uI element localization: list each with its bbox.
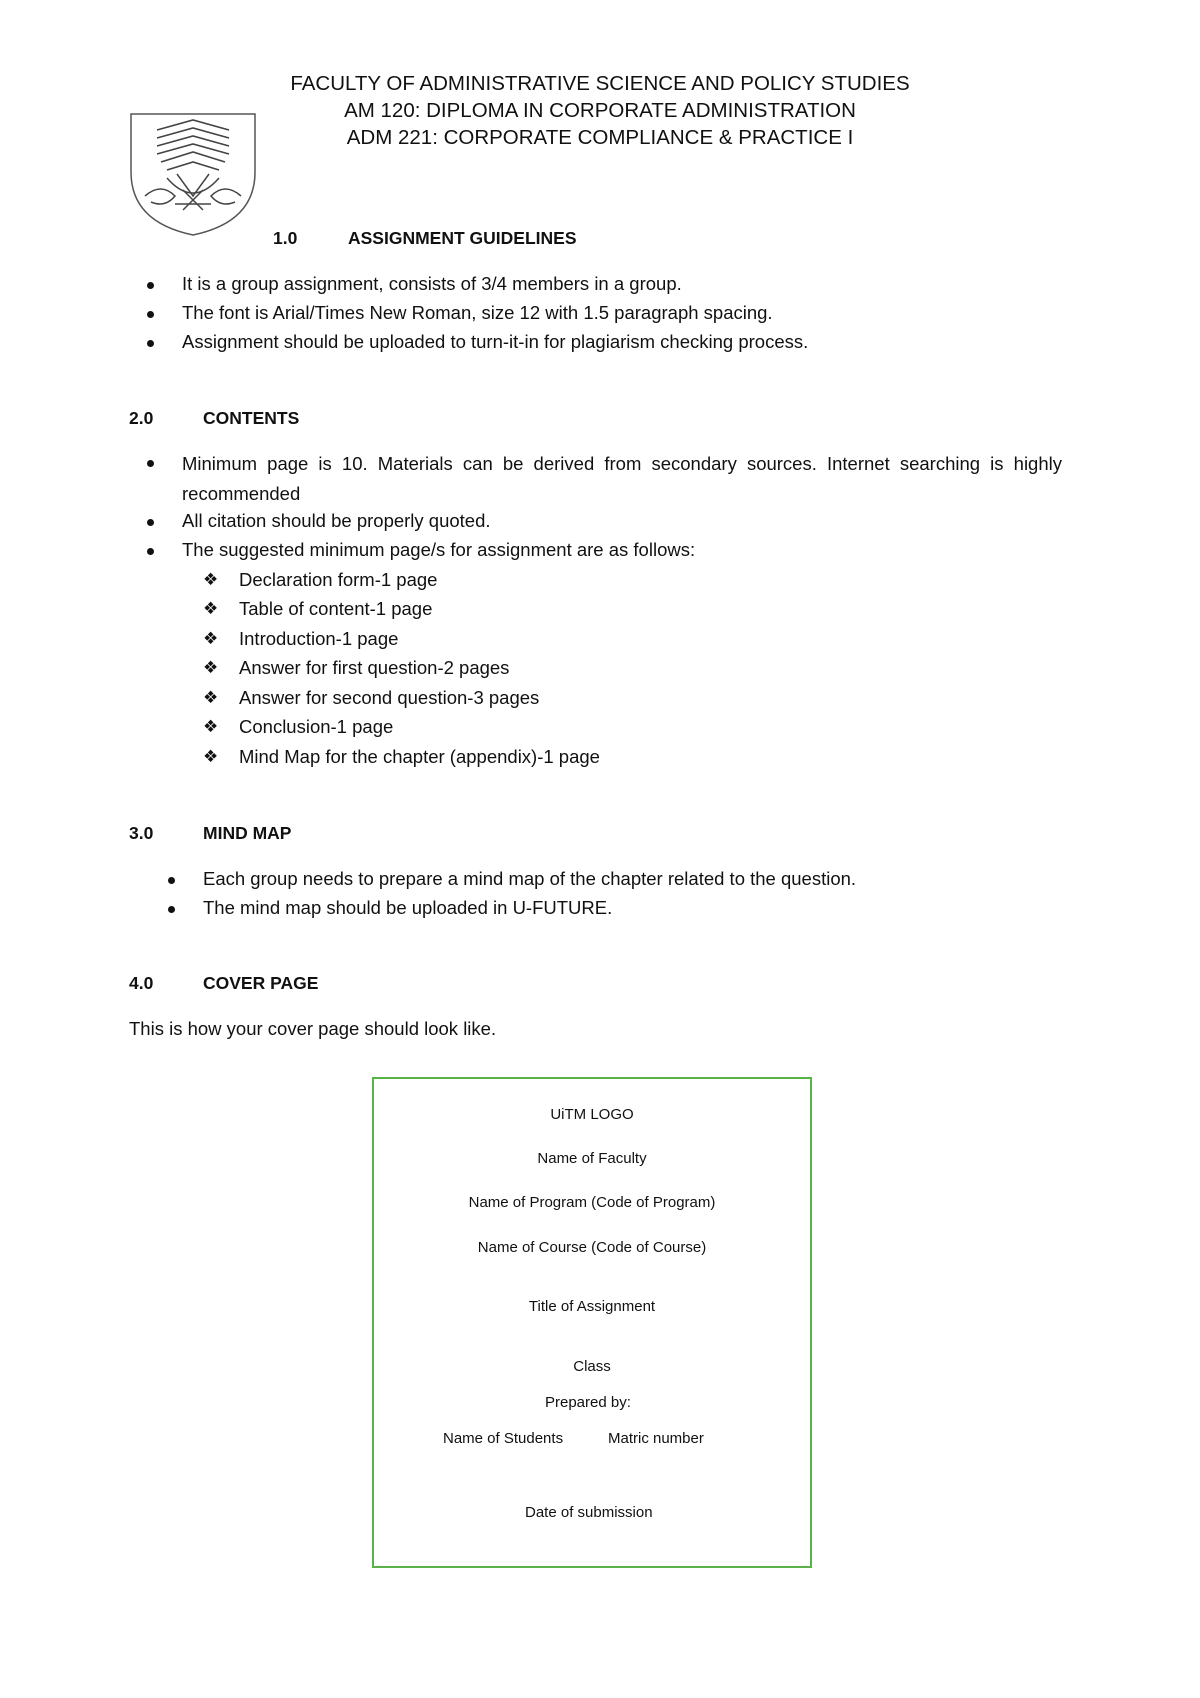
section-title: COVER PAGE xyxy=(203,973,319,993)
bullet-icon xyxy=(147,311,154,318)
cover-prepared-label: Prepared by: xyxy=(545,1394,631,1411)
section-number: 4.0 xyxy=(129,973,154,993)
page-requirement-item: Mind Map for the chapter (appendix)-1 page xyxy=(239,746,600,767)
section-number: 2.0 xyxy=(129,408,154,428)
course-heading: ADM 221: CORPORATE COMPLIANCE & PRACTICE I xyxy=(346,126,854,149)
diamond-bullet-icon: ❖ xyxy=(203,688,219,707)
faculty-heading: FACULTY OF ADMINISTRATIVE SCIENCE AND POLICY STUDIES xyxy=(290,72,910,95)
bullet-icon xyxy=(147,340,154,347)
page-requirement-item: Table of content-1 page xyxy=(239,598,433,619)
bullet-icon xyxy=(168,906,175,913)
cover-students-label: Name of Students xyxy=(443,1430,564,1447)
cover-course-label: Name of Course (Code of Course) xyxy=(477,1239,707,1256)
diamond-bullet-icon: ❖ xyxy=(203,570,219,589)
section-title: ASSIGNMENT GUIDELINES xyxy=(348,228,577,248)
page-requirement-item: Introduction-1 page xyxy=(239,628,399,649)
diamond-bullet-icon: ❖ xyxy=(203,658,219,677)
guideline-item: It is a group assignment, consists of 3/4 members in a group. xyxy=(182,273,682,294)
page-requirement-item: Conclusion-1 page xyxy=(239,716,394,737)
bullet-icon xyxy=(147,282,154,289)
cover-intro-text: This is how your cover page should look like. xyxy=(129,1018,497,1039)
diamond-bullet-icon: ❖ xyxy=(203,717,219,736)
bullet-icon xyxy=(147,460,154,467)
cover-class-label: Class xyxy=(573,1358,611,1375)
section-number: 3.0 xyxy=(129,823,154,843)
page-requirement-item: Answer for second question-3 pages xyxy=(239,687,540,708)
diamond-bullet-icon: ❖ xyxy=(203,629,219,648)
diamond-bullet-icon: ❖ xyxy=(203,747,219,766)
section-title: CONTENTS xyxy=(203,408,300,428)
program-heading: AM 120: DIPLOMA IN CORPORATE ADMINISTRATION xyxy=(344,99,856,122)
mind-map-item: Each group needs to prepare a mind map of the chapter related to the question. xyxy=(203,868,857,889)
cover-title-label: Title of Assignment xyxy=(528,1298,656,1315)
cover-program-label: Name of Program (Code of Program) xyxy=(468,1194,716,1211)
cover-logo-label: UiTM LOGO xyxy=(550,1106,634,1123)
section-title: MIND MAP xyxy=(203,823,292,843)
page-requirement-item: Declaration form-1 page xyxy=(239,569,438,590)
guideline-item: Assignment should be uploaded to turn-it-in for plagiarism checking process. xyxy=(182,331,809,352)
diamond-bullet-icon: ❖ xyxy=(203,599,219,618)
bullet-icon xyxy=(147,519,154,526)
contents-item: The suggested minimum page/s for assignment are as follows: xyxy=(182,539,696,560)
bullet-icon xyxy=(168,877,175,884)
contents-item: Minimum page is 10. Materials can be derived from secondary sources. Internet searching is highly recommended xyxy=(182,453,1062,504)
bullet-icon xyxy=(147,548,154,555)
uitm-crest-logo-icon xyxy=(127,112,259,237)
mind-map-item: The mind map should be uploaded in U-FUTURE. xyxy=(203,897,613,918)
cover-faculty-label: Name of Faculty xyxy=(537,1150,647,1167)
cover-matric-label: Matric number xyxy=(608,1430,704,1447)
contents-item: All citation should be properly quoted. xyxy=(182,510,491,531)
guideline-item: The font is Arial/Times New Roman, size 12 with 1.5 paragraph spacing. xyxy=(182,302,773,323)
section-number: 1.0 xyxy=(273,228,298,248)
cover-page-sample xyxy=(372,1077,812,1568)
page-requirement-item: Answer for first question-2 pages xyxy=(239,657,510,678)
cover-date-label: Date of submission xyxy=(525,1504,653,1521)
